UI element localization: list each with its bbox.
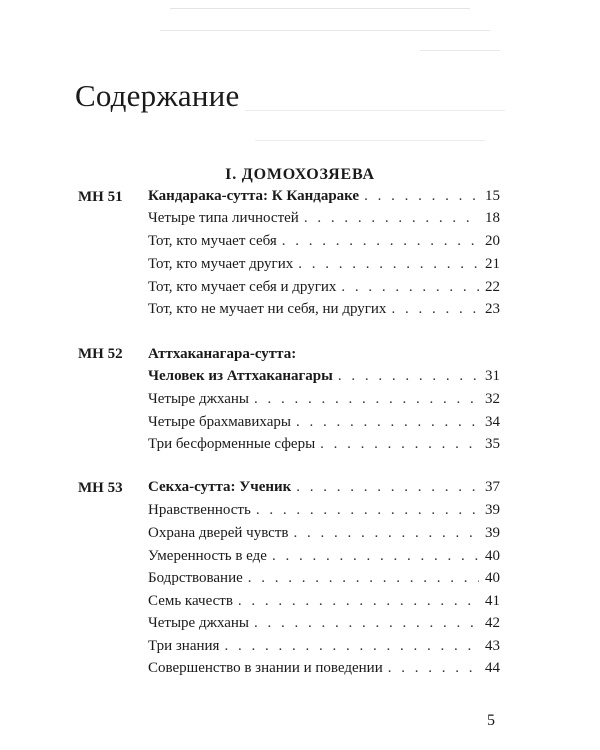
show-through-line <box>160 30 490 31</box>
leader-dots <box>248 570 479 587</box>
toc-entry-page: 43 <box>485 638 500 654</box>
leader-dots <box>238 593 479 610</box>
leader-dots <box>254 391 479 408</box>
toc-entry[interactable] <box>148 368 500 390</box>
toc-entry-title: Кандарака-сутта: К Кандараке <box>148 188 360 204</box>
toc-entry-page: 20 <box>485 233 500 249</box>
toc-entry-page: 18 <box>485 210 500 226</box>
toc-entry-page: 39 <box>485 525 500 541</box>
leader-dots <box>296 479 479 496</box>
toc-entry[interactable] <box>148 479 500 501</box>
toc-entry[interactable] <box>148 436 500 458</box>
toc-entry[interactable] <box>148 502 500 524</box>
toc-entry-title: Четыре типа личностей <box>148 210 299 226</box>
toc-entry[interactable] <box>148 414 500 436</box>
toc-entry-page: 44 <box>485 660 500 676</box>
page-title: Содержание <box>75 78 240 113</box>
toc-entry-page: 35 <box>485 436 500 452</box>
toc-entry[interactable] <box>148 301 500 323</box>
leader-dots <box>272 548 479 565</box>
toc-entry[interactable] <box>148 638 500 660</box>
leader-dots <box>256 502 479 519</box>
show-through-line <box>245 110 505 111</box>
toc-entry[interactable] <box>148 210 500 232</box>
sutta-title-line[interactable]: Аттхаканагара-сутта: <box>148 346 297 362</box>
page-number: 5 <box>487 712 495 729</box>
toc-entry-page: 31 <box>485 368 500 384</box>
toc-entry[interactable] <box>148 279 500 301</box>
toc-entry-title: Три знания <box>148 638 220 654</box>
toc-entry-page: 41 <box>485 593 500 609</box>
toc-entry-title: Секха-сутта: Ученик <box>148 479 292 495</box>
toc-entry-page: 40 <box>485 548 500 564</box>
show-through-line <box>420 50 500 51</box>
leader-dots <box>224 638 479 655</box>
leader-dots <box>254 615 479 632</box>
toc-entry-title: Четыре джханы <box>148 391 250 407</box>
toc-entry-title: Тот, кто мучает себя <box>148 233 277 249</box>
sutta-code: МН 52 <box>78 346 123 362</box>
toc-entry-page: 40 <box>485 570 500 586</box>
toc-entry[interactable] <box>148 525 500 547</box>
leader-dots <box>320 436 479 453</box>
leader-dots <box>293 525 479 542</box>
leader-dots <box>388 660 479 677</box>
toc-entry[interactable] <box>148 660 500 682</box>
toc-entry-title: Тот, кто мучает себя и других <box>148 279 337 295</box>
toc-entry-page: 37 <box>485 479 500 495</box>
toc-entry-title: Бодрствование <box>148 570 243 586</box>
toc-entry-title: Совершенство в знании и поведении <box>148 660 383 676</box>
toc-entry[interactable] <box>148 188 500 210</box>
toc-entry-page: 21 <box>485 256 500 272</box>
toc-entry[interactable] <box>148 593 500 615</box>
toc-entry[interactable] <box>148 570 500 592</box>
leader-dots <box>296 414 479 431</box>
toc-entry-page: 23 <box>485 301 500 317</box>
toc-entry-title: Три бесформенные сферы <box>148 436 316 452</box>
leader-dots <box>391 301 479 318</box>
leader-dots <box>341 279 479 296</box>
toc-entry-title: Четыре брахмавихары <box>148 414 291 430</box>
toc-entry-title: Человек из Аттхаканагары <box>148 368 333 384</box>
toc-entry-title: Тот, кто не мучает ни себя, ни других <box>148 301 387 317</box>
toc-entry[interactable] <box>148 615 500 637</box>
leader-dots <box>364 188 479 205</box>
toc-entry-title: Четыре джханы <box>148 615 250 631</box>
toc-entry-page: 15 <box>485 188 500 204</box>
toc-entry-title: Семь качеств <box>148 593 233 609</box>
toc-entry[interactable] <box>148 391 500 413</box>
toc-entry-page: 42 <box>485 615 500 631</box>
toc-entry-page: 22 <box>485 279 500 295</box>
toc-entry[interactable] <box>148 256 500 278</box>
toc-entry-page: 39 <box>485 502 500 518</box>
leader-dots <box>304 210 479 227</box>
toc-entry-title: Умеренность в еде <box>148 548 267 564</box>
part-title: I. ДОМОХОЗЯЕВА <box>225 166 375 183</box>
toc-entry[interactable] <box>148 233 500 255</box>
show-through-line <box>255 140 485 141</box>
toc-entry[interactable] <box>148 548 500 570</box>
toc-entry-title: Нравственность <box>148 502 251 518</box>
toc-entry-title: Охрана дверей чувств <box>148 525 289 541</box>
sutta-code: МН 51 <box>78 189 123 205</box>
leader-dots <box>282 233 479 250</box>
show-through-line <box>170 8 470 9</box>
toc-entry-page: 32 <box>485 391 500 407</box>
sutta-code: МН 53 <box>78 480 123 496</box>
leader-dots <box>298 256 479 273</box>
toc-entry-title: Тот, кто мучает других <box>148 256 294 272</box>
leader-dots <box>338 368 479 385</box>
toc-entry-page: 34 <box>485 414 500 430</box>
